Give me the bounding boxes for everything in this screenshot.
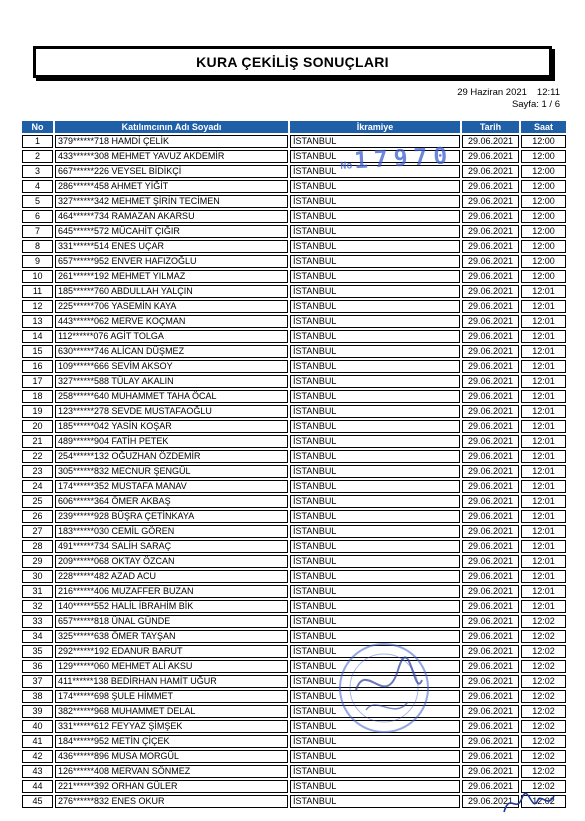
table-row <box>22 570 566 583</box>
cell-date: 29.06.2021 <box>462 255 519 268</box>
cell-time: 12:01 <box>521 435 566 448</box>
cell-time: 12:01 <box>521 360 566 373</box>
cell-date: 29.06.2021 <box>462 330 519 343</box>
cell-date: 29.06.2021 <box>462 795 519 808</box>
cell-date: 29.06.2021 <box>462 750 519 763</box>
cell-time: 12:01 <box>521 465 566 478</box>
date-time-line <box>447 87 560 99</box>
cell-no: 30 <box>22 570 53 583</box>
cell-participant-name: 129******060 MEHMET ALİ AKSU <box>55 660 288 673</box>
cell-prize: İSTANBUL <box>290 345 460 358</box>
cell-participant-name: 286******458 AHMET YİĞİT <box>55 180 288 193</box>
cell-participant-name: 292******192 EDANUR BARUT <box>55 645 288 658</box>
cell-participant-name: 140******552 HALİL İBRAHİM BİK <box>55 600 288 613</box>
cell-prize: İSTANBUL <box>290 435 460 448</box>
cell-time: 12:01 <box>521 450 566 463</box>
cell-date: 29.06.2021 <box>462 765 519 778</box>
cell-prize: İSTANBUL <box>290 675 460 688</box>
cell-no: 36 <box>22 660 53 673</box>
cell-participant-name: 254******132 OĞUZHAN ÖZDEMİR <box>55 450 288 463</box>
table-row <box>22 270 566 283</box>
cell-prize: İSTANBUL <box>290 240 460 253</box>
cell-no: 45 <box>22 795 53 808</box>
cell-prize: İSTANBUL <box>290 405 460 418</box>
cell-time: 12:01 <box>521 570 566 583</box>
table-header-row <box>22 121 566 133</box>
table-row <box>22 465 566 478</box>
table-row <box>22 720 566 733</box>
cell-participant-name: 112******076 AGİT TOLGA <box>55 330 288 343</box>
cell-date: 29.06.2021 <box>462 675 519 688</box>
cell-time: 12:01 <box>521 600 566 613</box>
cell-prize: İSTANBUL <box>290 690 460 703</box>
cell-time: 12:01 <box>521 345 566 358</box>
table-row <box>22 555 566 568</box>
cell-date: 29.06.2021 <box>462 660 519 673</box>
cell-participant-name: 645******572 MÜCAHİT ÇIĞIR <box>55 225 288 238</box>
cell-participant-name: 491******734 SALİH SARAÇ <box>55 540 288 553</box>
cell-participant-name: 489******904 FATİH PETEK <box>55 435 288 448</box>
cell-no: 22 <box>22 450 53 463</box>
table-row <box>22 795 566 808</box>
cell-participant-name: 657******818 ÜNAL GÜNDE <box>55 615 288 628</box>
cell-no: 1 <box>22 135 53 148</box>
cell-participant-name: 109******666 SEVİM AKSOY <box>55 360 288 373</box>
cell-no: 35 <box>22 645 53 658</box>
cell-no: 41 <box>22 735 53 748</box>
cell-participant-name: 436******896 MUSA MORGÜL <box>55 750 288 763</box>
cell-date: 29.06.2021 <box>462 720 519 733</box>
cell-time: 12:00 <box>521 270 566 283</box>
table-row <box>22 750 566 763</box>
cell-prize: İSTANBUL <box>290 495 460 508</box>
table-row <box>22 435 566 448</box>
cell-participant-name: 174******698 ŞULE HİMMET <box>55 690 288 703</box>
cell-participant-name: 276******832 ENES OKUR <box>55 795 288 808</box>
cell-prize: İSTANBUL <box>290 225 460 238</box>
table-row <box>22 180 566 193</box>
cell-participant-name: 183******030 CEMİL GÖREN <box>55 525 288 538</box>
cell-prize: İSTANBUL <box>290 645 460 658</box>
cell-time: 12:01 <box>521 390 566 403</box>
cell-date: 29.06.2021 <box>462 150 519 163</box>
cell-time: 12:00 <box>521 210 566 223</box>
cell-no: 16 <box>22 360 53 373</box>
cell-date: 29.06.2021 <box>462 480 519 493</box>
cell-date: 29.06.2021 <box>462 360 519 373</box>
cell-date: 29.06.2021 <box>462 540 519 553</box>
cell-prize: İSTANBUL <box>290 765 460 778</box>
cell-date: 29.06.2021 <box>462 405 519 418</box>
table-row <box>22 780 566 793</box>
stamp-prefix: No <box>340 160 353 172</box>
cell-date: 29.06.2021 <box>462 435 519 448</box>
stamp-digits: 17970 <box>353 143 454 175</box>
cell-time: 12:01 <box>521 540 566 553</box>
cell-time: 12:02 <box>521 765 566 778</box>
cell-time: 12:00 <box>521 150 566 163</box>
cell-prize: İSTANBUL <box>290 390 460 403</box>
cell-date: 29.06.2021 <box>462 135 519 148</box>
cell-date: 29.06.2021 <box>462 645 519 658</box>
cell-participant-name: 443******062 MERVE KOÇMAN <box>55 315 288 328</box>
cell-time: 12:01 <box>521 405 566 418</box>
cell-prize: İSTANBUL <box>290 330 460 343</box>
cell-prize: İSTANBUL <box>290 195 460 208</box>
cell-time: 12:02 <box>521 720 566 733</box>
table-row <box>22 405 566 418</box>
cell-participant-name: 221******392 ORHAN GÜLER <box>55 780 288 793</box>
table-row <box>22 510 566 523</box>
cell-no: 14 <box>22 330 53 343</box>
table-row <box>22 630 566 643</box>
cell-prize: İSTANBUL <box>290 735 460 748</box>
cell-prize: İSTANBUL <box>290 705 460 718</box>
cell-no: 42 <box>22 750 53 763</box>
cell-time: 12:01 <box>521 510 566 523</box>
header-time: Saat <box>521 121 566 133</box>
table-row <box>22 495 566 508</box>
table-row <box>22 540 566 553</box>
table-row <box>22 525 566 538</box>
cell-participant-name: 174******352 MUSTAFA MANAV <box>55 480 288 493</box>
table-row <box>22 225 566 238</box>
cell-date: 29.06.2021 <box>462 315 519 328</box>
cell-time: 12:00 <box>521 135 566 148</box>
cell-no: 38 <box>22 690 53 703</box>
cell-date: 29.06.2021 <box>462 450 519 463</box>
cell-no: 12 <box>22 300 53 313</box>
table-row <box>22 420 566 433</box>
table-row <box>22 390 566 403</box>
cell-time: 12:01 <box>521 285 566 298</box>
cell-participant-name: 433******308 MEHMET YAVUZ AKDEMİR <box>55 150 288 163</box>
table-row <box>22 165 566 178</box>
cell-participant-name: 379******718 HAMDİ ÇELİK <box>55 135 288 148</box>
cell-date: 29.06.2021 <box>462 465 519 478</box>
table-row <box>22 135 566 148</box>
table-row <box>22 690 566 703</box>
cell-no: 3 <box>22 165 53 178</box>
header-prize: İkramiye <box>290 121 460 133</box>
cell-no: 31 <box>22 585 53 598</box>
cell-prize: İSTANBUL <box>290 720 460 733</box>
cell-date: 29.06.2021 <box>462 615 519 628</box>
cell-no: 9 <box>22 255 53 268</box>
cell-prize: İSTANBUL <box>290 510 460 523</box>
cell-date: 29.06.2021 <box>462 495 519 508</box>
page-indicator: Sayfa: 1 / 6 <box>511 99 560 110</box>
cell-time: 12:01 <box>521 555 566 568</box>
official-seal-icon <box>336 640 432 736</box>
cell-participant-name: 411******138 BEDİRHAN HAMİT UĞUR <box>55 675 288 688</box>
cell-no: 27 <box>22 525 53 538</box>
cell-no: 33 <box>22 615 53 628</box>
cell-time: 12:00 <box>521 165 566 178</box>
table-row <box>22 300 566 313</box>
cell-prize: İSTANBUL <box>290 585 460 598</box>
cell-prize: İSTANBUL <box>290 600 460 613</box>
cell-time: 12:01 <box>521 330 566 343</box>
cell-time: 12:02 <box>521 615 566 628</box>
cell-prize: İSTANBUL <box>290 780 460 793</box>
cell-date: 29.06.2021 <box>462 300 519 313</box>
cell-date: 29.06.2021 <box>462 165 519 178</box>
cell-date: 29.06.2021 <box>462 570 519 583</box>
table-row <box>22 660 566 673</box>
cell-participant-name: 216******406 MUZAFFER BUZAN <box>55 585 288 598</box>
cell-date: 29.06.2021 <box>462 600 519 613</box>
results-table <box>20 119 568 810</box>
table-row <box>22 240 566 253</box>
cell-participant-name: 331******514 ENES UÇAR <box>55 240 288 253</box>
cell-no: 2 <box>22 150 53 163</box>
cell-time: 12:02 <box>521 660 566 673</box>
cell-no: 10 <box>22 270 53 283</box>
cell-no: 8 <box>22 240 53 253</box>
cell-no: 17 <box>22 375 53 388</box>
cell-no: 13 <box>22 315 53 328</box>
cell-time: 12:00 <box>521 255 566 268</box>
cell-prize: İSTANBUL <box>290 165 460 178</box>
cell-no: 6 <box>22 210 53 223</box>
cell-date: 29.06.2021 <box>462 210 519 223</box>
cell-date: 29.06.2021 <box>462 180 519 193</box>
print-time: 12:11 <box>536 87 560 98</box>
cell-date: 29.06.2021 <box>462 555 519 568</box>
cell-no: 39 <box>22 705 53 718</box>
cell-no: 37 <box>22 675 53 688</box>
cell-time: 12:01 <box>521 300 566 313</box>
cell-participant-name: 258******640 MUHAMMET TAHA ÖCAL <box>55 390 288 403</box>
document-title: KURA ÇEKİLİŞ SONUÇLARI <box>196 54 389 70</box>
cell-time: 12:02 <box>521 795 566 808</box>
document-meta <box>447 87 560 111</box>
cell-participant-name: 305******832 MECNUR ŞENGÜL <box>55 465 288 478</box>
cell-participant-name: 261******192 MEHMET YILMAZ <box>55 270 288 283</box>
header-participant-name: Katılımcının Adı Soyadı <box>55 121 288 133</box>
cell-participant-name: 209******068 OKTAY ÖZCAN <box>55 555 288 568</box>
cell-prize: İSTANBUL <box>290 285 460 298</box>
cell-date: 29.06.2021 <box>462 270 519 283</box>
cell-prize: İSTANBUL <box>290 375 460 388</box>
cell-prize: İSTANBUL <box>290 540 460 553</box>
cell-time: 12:02 <box>521 780 566 793</box>
table-row <box>22 645 566 658</box>
cell-time: 12:02 <box>521 630 566 643</box>
table-row <box>22 600 566 613</box>
cell-prize: İSTANBUL <box>290 360 460 373</box>
cell-time: 12:00 <box>521 240 566 253</box>
cell-prize: İSTANBUL <box>290 630 460 643</box>
cell-prize: İSTANBUL <box>290 135 460 148</box>
cell-participant-name: 185******760 ABDULLAH YALÇIN <box>55 285 288 298</box>
cell-no: 18 <box>22 390 53 403</box>
cell-participant-name: 185******042 YASİN KOŞAR <box>55 420 288 433</box>
cell-no: 32 <box>22 600 53 613</box>
cell-participant-name: 327******588 TÜLAY AKALIN <box>55 375 288 388</box>
cell-time: 12:01 <box>521 525 566 538</box>
cell-prize: İSTANBUL <box>290 615 460 628</box>
cell-time: 12:01 <box>521 420 566 433</box>
cell-prize: İSTANBUL <box>290 270 460 283</box>
table-row <box>22 585 566 598</box>
cell-time: 12:02 <box>521 750 566 763</box>
header-no: No <box>22 121 53 133</box>
cell-no: 43 <box>22 765 53 778</box>
cell-participant-name: 225******706 YASEMİN KAYA <box>55 300 288 313</box>
table-row <box>22 450 566 463</box>
cell-prize: İSTANBUL <box>290 150 460 163</box>
document-title-box <box>33 46 552 78</box>
cell-no: 15 <box>22 345 53 358</box>
cell-prize: İSTANBUL <box>290 210 460 223</box>
cell-date: 29.06.2021 <box>462 240 519 253</box>
cell-prize: İSTANBUL <box>290 480 460 493</box>
cell-time: 12:01 <box>521 585 566 598</box>
cell-prize: İSTANBUL <box>290 750 460 763</box>
table-row <box>22 195 566 208</box>
cell-no: 7 <box>22 225 53 238</box>
table-row <box>22 615 566 628</box>
cell-date: 29.06.2021 <box>462 420 519 433</box>
cell-prize: İSTANBUL <box>290 570 460 583</box>
cell-time: 12:01 <box>521 480 566 493</box>
cell-no: 5 <box>22 195 53 208</box>
cell-date: 29.06.2021 <box>462 630 519 643</box>
cell-no: 21 <box>22 435 53 448</box>
cell-participant-name: 331******612 FEYYAZ ŞİMŞEK <box>55 720 288 733</box>
cell-no: 29 <box>22 555 53 568</box>
cell-date: 29.06.2021 <box>462 690 519 703</box>
cell-date: 29.06.2021 <box>462 345 519 358</box>
cell-time: 12:02 <box>521 735 566 748</box>
cell-no: 4 <box>22 180 53 193</box>
cell-prize: İSTANBUL <box>290 555 460 568</box>
table-row <box>22 330 566 343</box>
cell-prize: İSTANBUL <box>290 255 460 268</box>
cell-date: 29.06.2021 <box>462 285 519 298</box>
cell-participant-name: 667******226 VEYSEL BİDİKÇİ <box>55 165 288 178</box>
cell-prize: İSTANBUL <box>290 315 460 328</box>
cell-prize: İSTANBUL <box>290 465 460 478</box>
cell-no: 19 <box>22 405 53 418</box>
cell-participant-name: 327******342 MEHMET ŞİRİN TECİMEN <box>55 195 288 208</box>
cell-participant-name: 464******734 RAMAZAN AKARSU <box>55 210 288 223</box>
header-date: Tarih <box>462 121 519 133</box>
cell-participant-name: 325******638 ÖMER TAYŞAN <box>55 630 288 643</box>
cell-no: 11 <box>22 285 53 298</box>
cell-participant-name: 184******952 METİN ÇİÇEK <box>55 735 288 748</box>
cell-prize: İSTANBUL <box>290 300 460 313</box>
cell-date: 29.06.2021 <box>462 525 519 538</box>
signature-icon <box>500 786 558 816</box>
cell-no: 44 <box>22 780 53 793</box>
table-row <box>22 255 566 268</box>
cell-date: 29.06.2021 <box>462 225 519 238</box>
cell-date: 29.06.2021 <box>462 705 519 718</box>
cell-time: 12:02 <box>521 675 566 688</box>
cell-participant-name: 630******746 ALİCAN DÜŞMEZ <box>55 345 288 358</box>
cell-time: 12:01 <box>521 495 566 508</box>
cell-no: 28 <box>22 540 53 553</box>
table-row <box>22 705 566 718</box>
table-row <box>22 480 566 493</box>
cell-time: 12:00 <box>521 195 566 208</box>
cell-no: 25 <box>22 495 53 508</box>
table-row <box>22 375 566 388</box>
cell-time: 12:01 <box>521 375 566 388</box>
cell-prize: İSTANBUL <box>290 660 460 673</box>
cell-no: 24 <box>22 480 53 493</box>
cell-date: 29.06.2021 <box>462 510 519 523</box>
print-date: 29 Haziran 2021 <box>457 87 527 98</box>
cell-participant-name: 239******928 BÜŞRA ÇETİNKAYA <box>55 510 288 523</box>
table-row <box>22 345 566 358</box>
cell-time: 12:02 <box>521 645 566 658</box>
cell-prize: İSTANBUL <box>290 420 460 433</box>
cell-time: 12:00 <box>521 180 566 193</box>
cell-participant-name: 657******952 ENVER HAFIZOĞLU <box>55 255 288 268</box>
cell-no: 26 <box>22 510 53 523</box>
table-row <box>22 765 566 778</box>
cell-no: 34 <box>22 630 53 643</box>
table-row <box>22 150 566 163</box>
cell-prize: İSTANBUL <box>290 795 460 808</box>
cell-date: 29.06.2021 <box>462 780 519 793</box>
cell-participant-name: 126******408 MERVAN SÖNMEZ <box>55 765 288 778</box>
cell-no: 20 <box>22 420 53 433</box>
cell-prize: İSTANBUL <box>290 180 460 193</box>
cell-prize: İSTANBUL <box>290 525 460 538</box>
cell-no: 40 <box>22 720 53 733</box>
table-row <box>22 315 566 328</box>
cell-time: 12:01 <box>521 315 566 328</box>
table-row <box>22 360 566 373</box>
cell-time: 12:00 <box>521 225 566 238</box>
cell-prize: İSTANBUL <box>290 450 460 463</box>
cell-date: 29.06.2021 <box>462 375 519 388</box>
cell-participant-name: 382******968 MUHAMMET DELAL <box>55 705 288 718</box>
cell-participant-name: 606******364 ÖMER AKBAŞ <box>55 495 288 508</box>
table-row <box>22 735 566 748</box>
cell-no: 23 <box>22 465 53 478</box>
cell-participant-name: 123******278 SEVDE MUSTAFAOĞLU <box>55 405 288 418</box>
cell-date: 29.06.2021 <box>462 735 519 748</box>
table-row <box>22 285 566 298</box>
cell-date: 29.06.2021 <box>462 195 519 208</box>
cell-time: 12:02 <box>521 690 566 703</box>
table-row <box>22 210 566 223</box>
table-row <box>22 675 566 688</box>
cell-date: 29.06.2021 <box>462 585 519 598</box>
cell-participant-name: 228******482 AZAD ACU <box>55 570 288 583</box>
cell-time: 12:02 <box>521 705 566 718</box>
cell-date: 29.06.2021 <box>462 390 519 403</box>
